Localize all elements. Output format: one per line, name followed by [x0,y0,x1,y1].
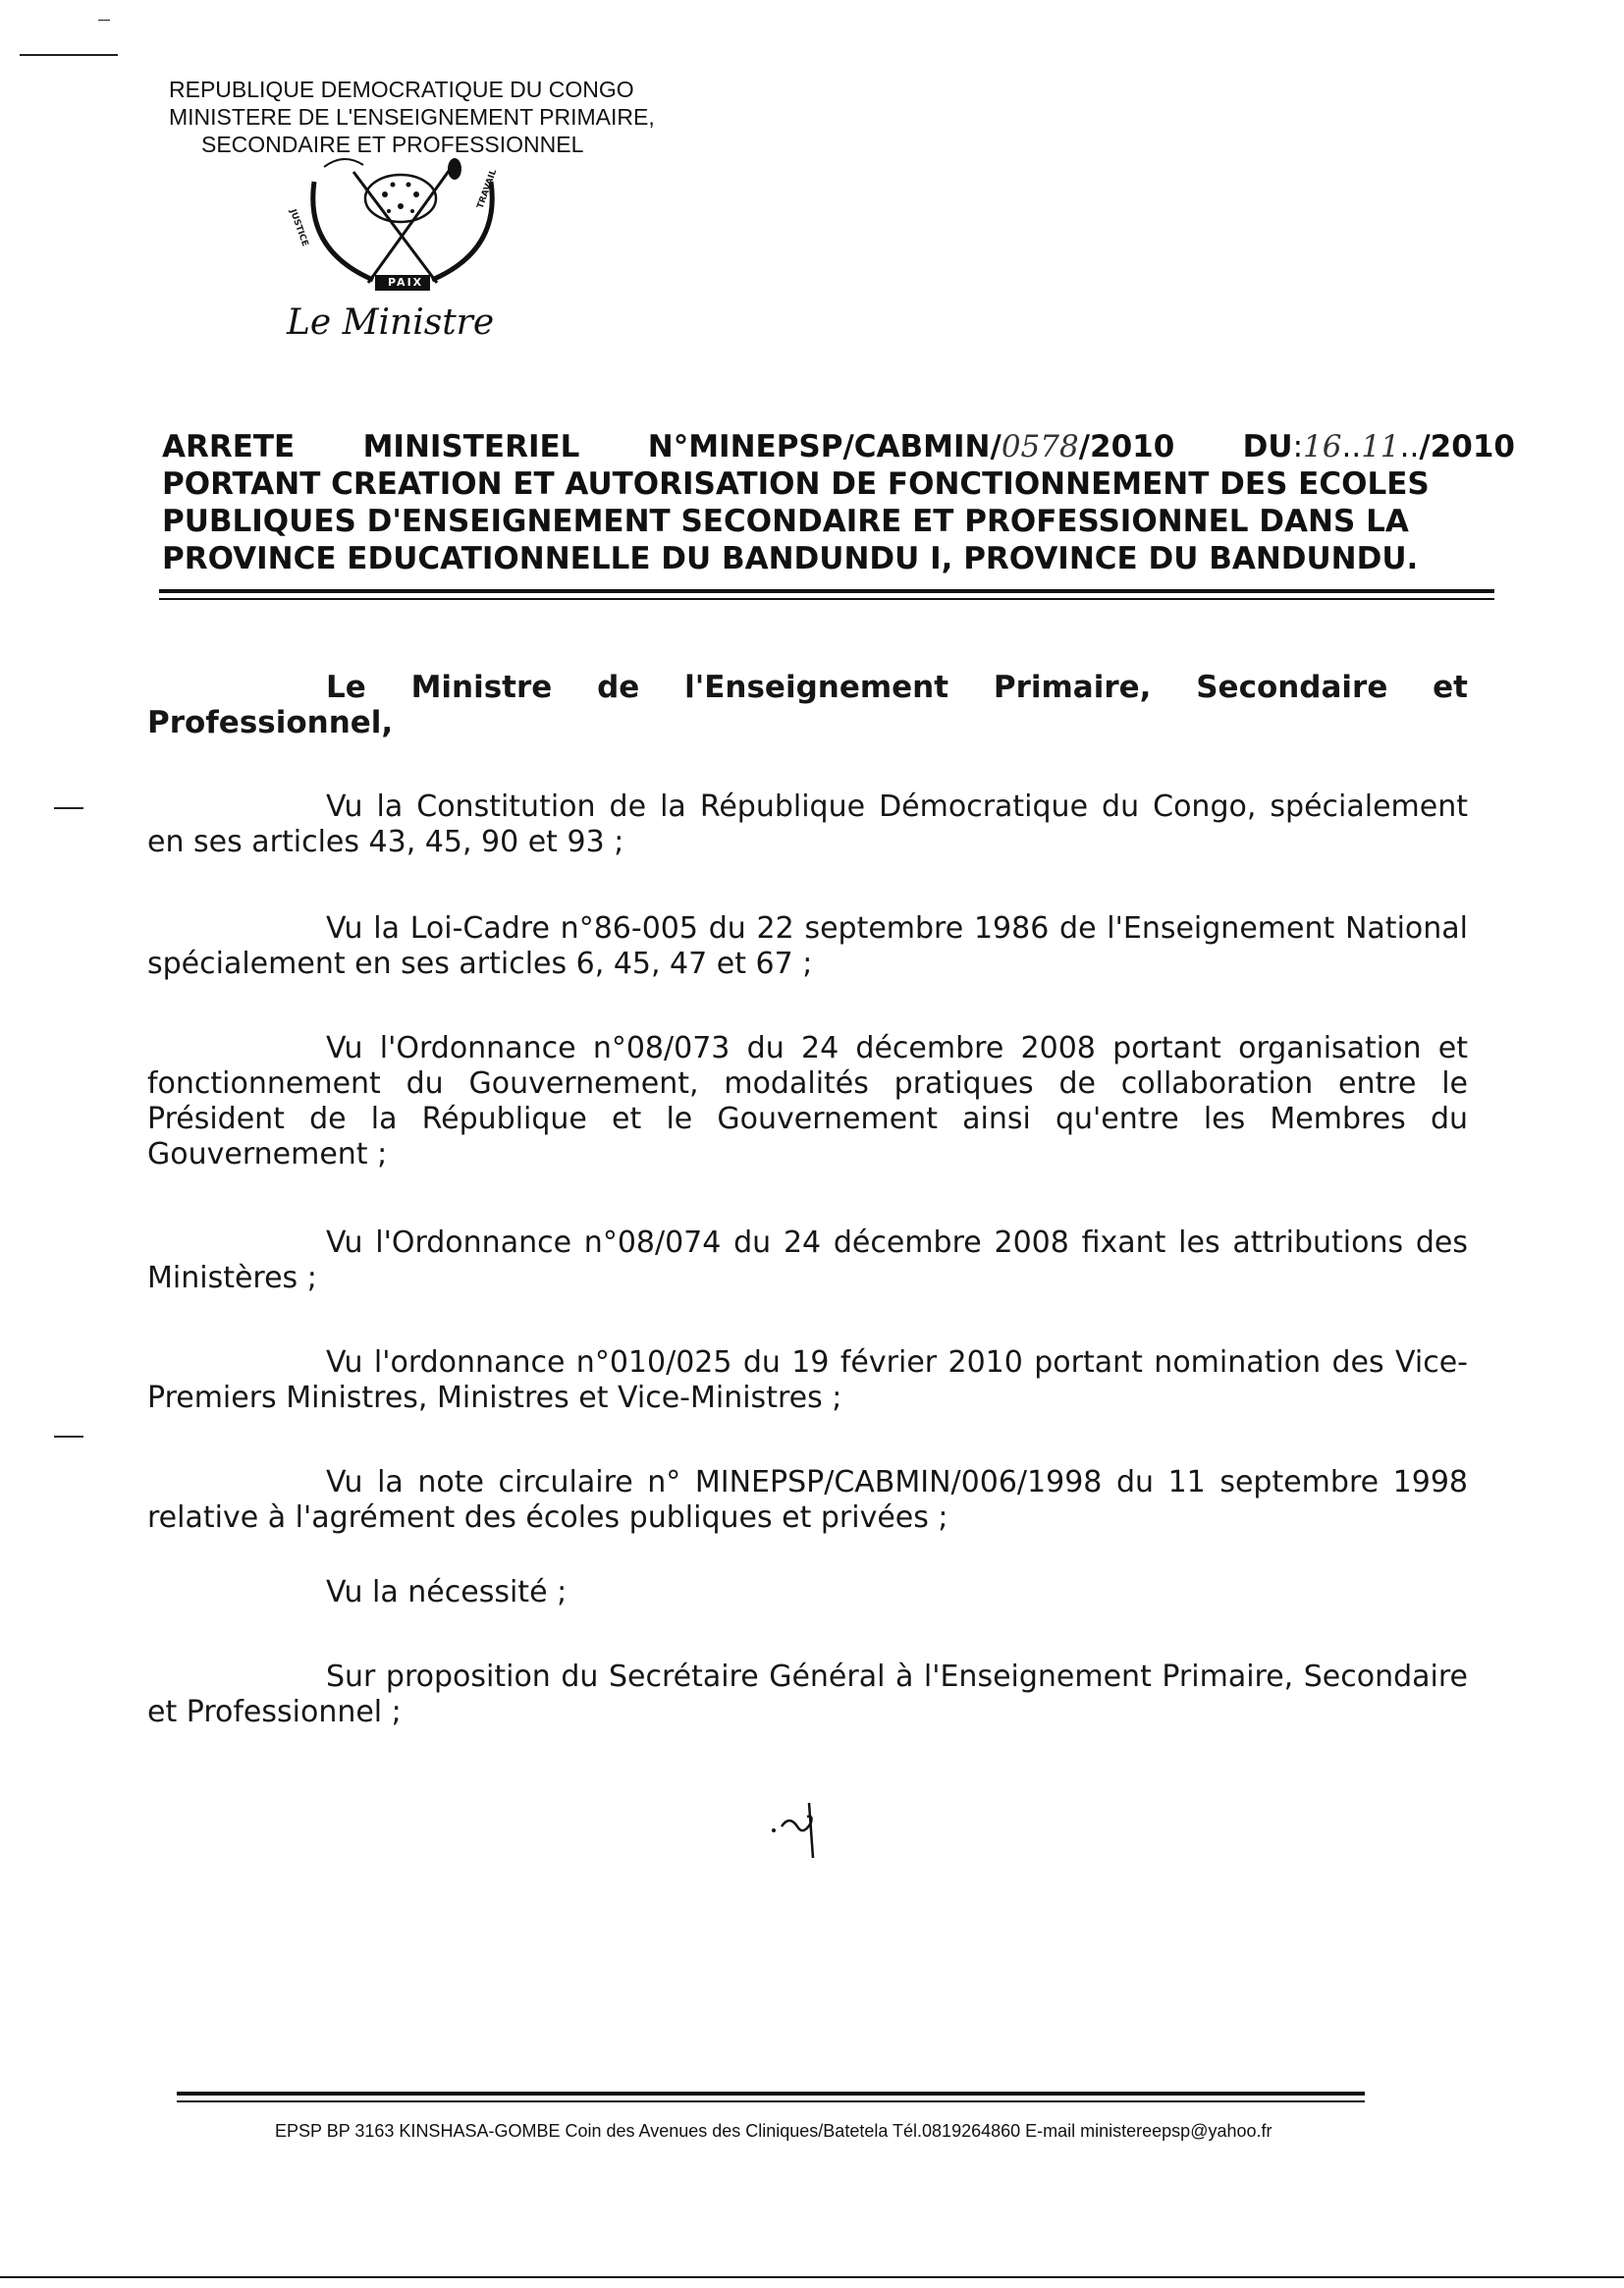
le-ministre-signature-title: Le Ministre [287,302,495,343]
title-word: ARRETE [162,429,296,464]
preamble-necessite: Vu la nécessité ; [326,1575,568,1609]
title-line-3: PUBLIQUES D'ENSEIGNEMENT SECONDAIRE ET PROFESSIONNEL DANS LA [162,504,1409,539]
decree-body [147,658,1468,1758]
margin-mark [54,807,83,809]
ministry-line-2: SECONDAIRE ET PROFESSIONNEL [201,132,584,157]
handwritten-initials [768,1797,837,1866]
footer-rule-thin [177,2100,1365,2102]
title-line-4: PROVINCE EDUCATIONNELLE DU BANDUNDU I, PROVINCE DU BANDUNDU. [162,541,1419,576]
seal-motto-left: JUSTICE [287,208,310,248]
title-line-2: PORTANT CREATION ET AUTORISATION DE FONCTIONNEMENT DES ECOLES [162,466,1430,502]
decree-title [162,428,1515,577]
seal-motto-bottom: PAIX [388,276,424,289]
title-underline [159,589,1494,593]
handwritten-month: 11 [1361,429,1400,464]
minister-heading: Le Ministre de l'Enseignement Primaire, Secondaire et Professionnel, [147,670,1468,740]
preamble-ordonnance-08-073: Vu l'Ordonnance n°08/073 du 24 décembre 2008 portant organisation et fonctionnement du Gouvernement, modalités pratiques de collaboration entre le Président de la République et le Gouvernement ainsi qu'entre les Membres du Gouvernement ; [147,1031,1468,1171]
preamble-loi-cadre: Vu la Loi-Cadre n°86-005 du 22 septembre 1986 de l'Enseignement National spécialement en ses articles 6, 45, 47 et 67 ; [147,911,1468,981]
handwritten-day: 16 [1303,429,1342,464]
margin-mark [54,1436,83,1438]
decree-number: N°MINEPSP/CABMIN/0578/2010 [647,429,1175,464]
republic-line: REPUBLIQUE DEMOCRATIQUE DU CONGO [169,77,634,102]
footer-rule [177,2092,1365,2096]
handwritten-number: 0578 [1001,429,1079,464]
preamble-note-circulaire: Vu la note circulaire n° MINEPSP/CABMIN/006/1998 du 11 septembre 1998 relative à l'agrément des écoles publiques et privées ; [147,1465,1468,1535]
scan-edge [0,2276,1624,2278]
preamble-ordonnance-010-025: Vu l'ordonnance n°010/025 du 19 février 2010 portant nomination des Vice-Premiers Ministres, Ministres et Vice-Ministres ; [147,1345,1468,1415]
seal-motto-right: TRAVAIL [475,168,500,210]
ministry-line: MINISTERE DE L'ENSEIGNEMENT PRIMAIRE, [169,104,655,130]
title-word: MINISTERIEL [362,429,580,464]
title-underline-thin [159,598,1494,600]
preamble-ordonnance-08-074: Vu l'Ordonnance n°08/074 du 24 décembre 2008 fixant les attributions des Ministères ; [147,1226,1468,1295]
footer-contact: EPSP BP 3163 KINSHASA-GOMBE Coin des Avenues des Cliniques/Batetela Tél.0819264860 E-mail ministereepsp@yahoo.fr [275,2121,1272,2141]
scan-mark [98,20,110,21]
decree-date: DU:16..11../2010 [1242,429,1515,464]
preamble-constitution: Vu la Constitution de la République Démocratique du Congo, spécialement en ses articles 43, 45, 90 et 93 ; [147,790,1468,859]
scan-mark [20,54,118,56]
preamble-proposition: Sur proposition du Secrétaire Général à l'Enseignement Primaire, Secondaire et Professionnel ; [147,1660,1468,1729]
